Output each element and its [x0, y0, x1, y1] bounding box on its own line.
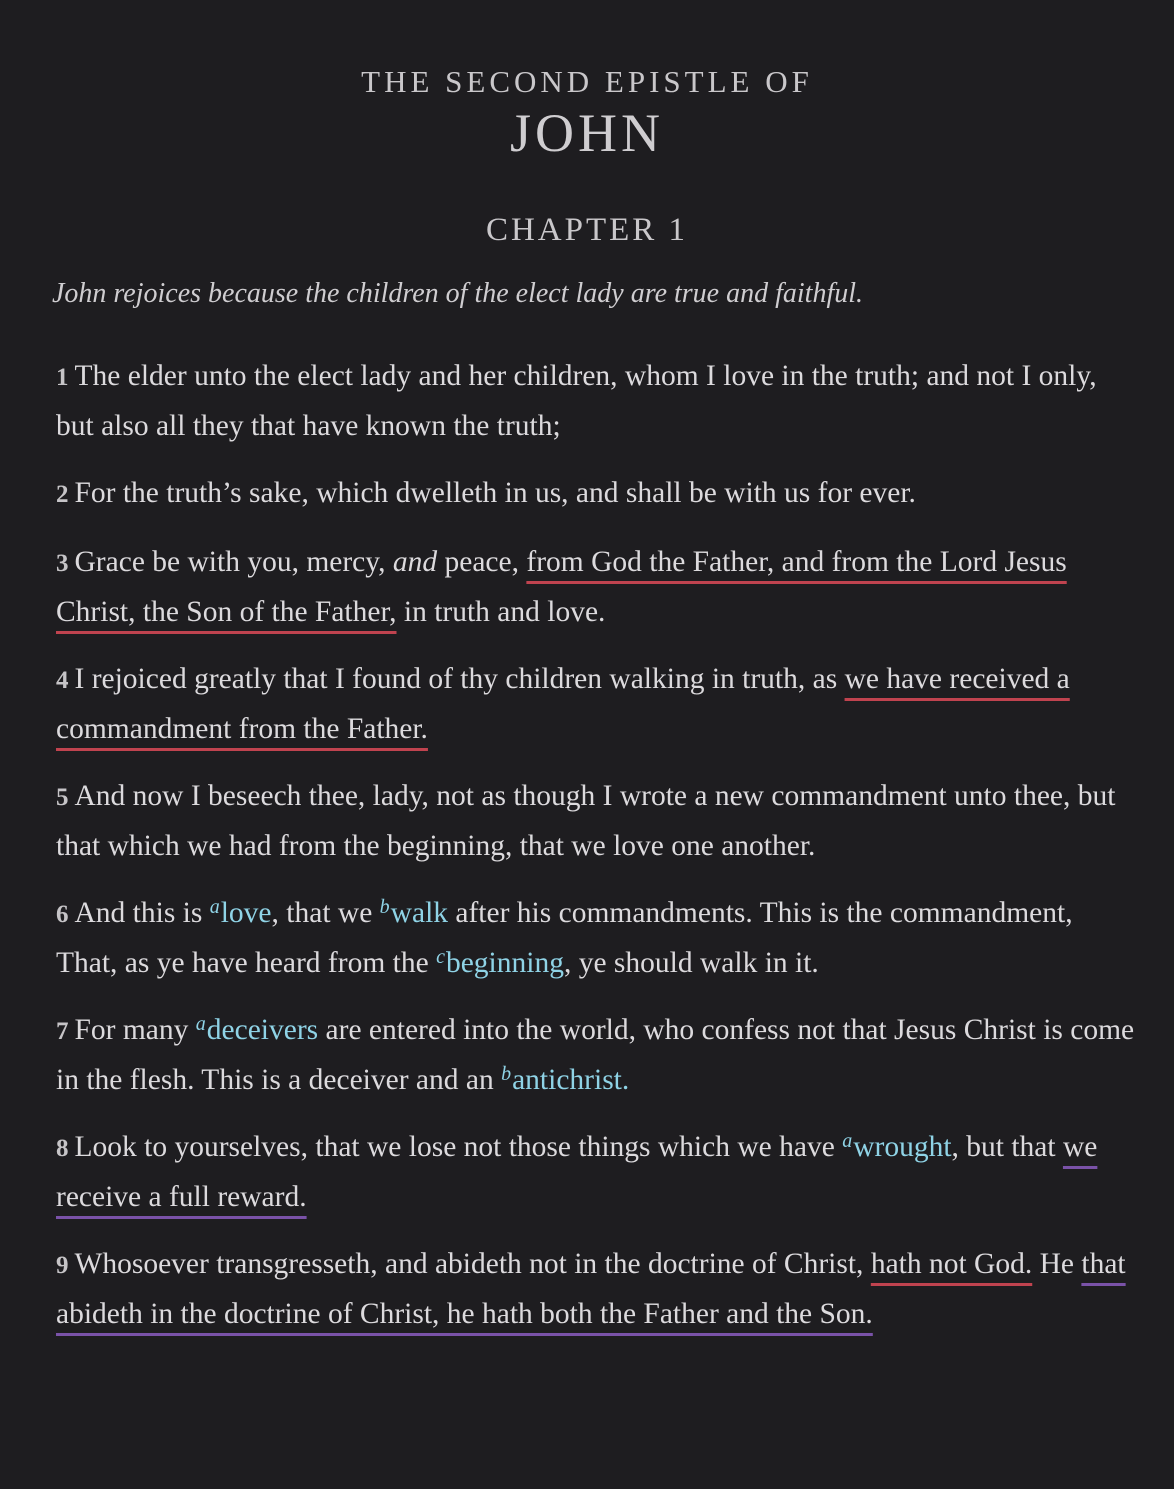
- footnote-link-antichrist[interactable]: [501, 1064, 622, 1096]
- footnote-link-deceivers[interactable]: [196, 1014, 318, 1046]
- verse-text: after his commandments. This is the commandment, That, as ye have heard from the: [56, 897, 1073, 979]
- verse-text: The elder unto the elect lady and her children, whom I love in the truth; and not I only, but also all they that have known the truth;: [56, 360, 1097, 442]
- verse-8[interactable]: [56, 1123, 1138, 1221]
- footnote-word: antichrist: [512, 1064, 622, 1096]
- verse-list: [56, 352, 1138, 1357]
- verse-text: .: [621, 1064, 630, 1096]
- verse-number: 5: [56, 784, 69, 811]
- verse-text: For the truth’s sake, which dwelleth in us, and shall be with us for ever.: [74, 477, 916, 509]
- book-title-prefix: THE SECOND EPISTLE OF: [361, 64, 813, 99]
- verse-text: I rejoiced greatly that I found of thy children walking in truth, as: [74, 663, 845, 695]
- highlight-red[interactable]: we have received a commandment from the Father.: [56, 663, 1070, 745]
- footnote-link-wrought[interactable]: [842, 1131, 951, 1163]
- footnote-word: walk: [390, 897, 449, 929]
- book-title: JOHN: [509, 103, 664, 163]
- footnote-marker: a: [195, 1013, 206, 1035]
- footnote-word: deceivers: [206, 1014, 319, 1046]
- verse-number: 1: [56, 364, 69, 391]
- verse-4[interactable]: [56, 655, 1138, 753]
- verse-7[interactable]: [56, 1006, 1138, 1104]
- verse-number: 4: [56, 667, 69, 694]
- verse-3[interactable]: [56, 538, 1138, 636]
- verse-number: 9: [56, 1252, 69, 1279]
- footnote-marker: a: [209, 896, 220, 918]
- footnote-marker: a: [842, 1130, 853, 1152]
- footnote-link-walk[interactable]: [380, 897, 448, 929]
- footnote-word: wrought: [853, 1131, 952, 1163]
- verse-text: peace,: [437, 546, 527, 578]
- verse-text: And now I beseech thee, lady, not as though I wrote a new commandment unto thee, but that which we had from the beginning, that we love one another.: [56, 780, 1116, 862]
- footnote-word: beginning: [445, 947, 564, 979]
- verse-9[interactable]: [56, 1240, 1138, 1338]
- verse-6[interactable]: [56, 889, 1138, 987]
- footnote-marker: c: [436, 946, 445, 968]
- footnote-link-love[interactable]: [210, 897, 272, 929]
- verse-text: in truth and love.: [396, 596, 606, 628]
- verse-text: For many: [74, 1014, 196, 1046]
- verse-5[interactable]: [56, 772, 1138, 870]
- footnote-word: love: [220, 897, 272, 929]
- verse-text: , but that: [951, 1131, 1063, 1163]
- verse-text: Look to yourselves, that we lose not those things which we have: [74, 1131, 843, 1163]
- chapter-summary: John rejoices because the children of the elect lady are true and faithful.: [52, 278, 864, 309]
- italic-word: and: [392, 546, 438, 578]
- verse-number: 6: [56, 901, 69, 928]
- footnote-marker: b: [501, 1063, 512, 1085]
- chapter-heading: CHAPTER 1: [485, 212, 689, 248]
- verse-number: 8: [56, 1135, 69, 1162]
- highlight-red[interactable]: from God the Father, and from the Lord Jesus Christ, the Son of the Father,: [56, 546, 1067, 628]
- verse-text: Grace be with you, mercy,: [74, 546, 393, 578]
- highlight-red[interactable]: hath not God.: [870, 1248, 1033, 1280]
- verse-text: Whosoever transgresseth, and abideth not in the doctrine of Christ,: [74, 1248, 871, 1280]
- verse-number: 3: [56, 550, 69, 577]
- verse-text: He: [1032, 1248, 1082, 1280]
- highlight-purple[interactable]: that abideth in the doctrine of Christ, he hath both the Father and the Son.: [56, 1248, 1126, 1330]
- footnote-marker: b: [379, 896, 390, 918]
- verse-text: , that we: [271, 897, 380, 929]
- verse-text: And this is: [74, 897, 210, 929]
- highlight-purple[interactable]: we receive a full reward.: [56, 1131, 1098, 1213]
- verse-1[interactable]: [56, 352, 1138, 450]
- verse-number: 7: [56, 1018, 69, 1045]
- verse-text: , ye should walk in it.: [563, 947, 819, 979]
- verse-text: are entered into the world, who confess not that Jesus Christ is come in the flesh. This is a deceiver and an: [56, 1014, 1135, 1096]
- verse-2[interactable]: [56, 469, 1138, 519]
- verse-number: 2: [56, 481, 69, 508]
- footnote-link-beginning[interactable]: [436, 947, 564, 979]
